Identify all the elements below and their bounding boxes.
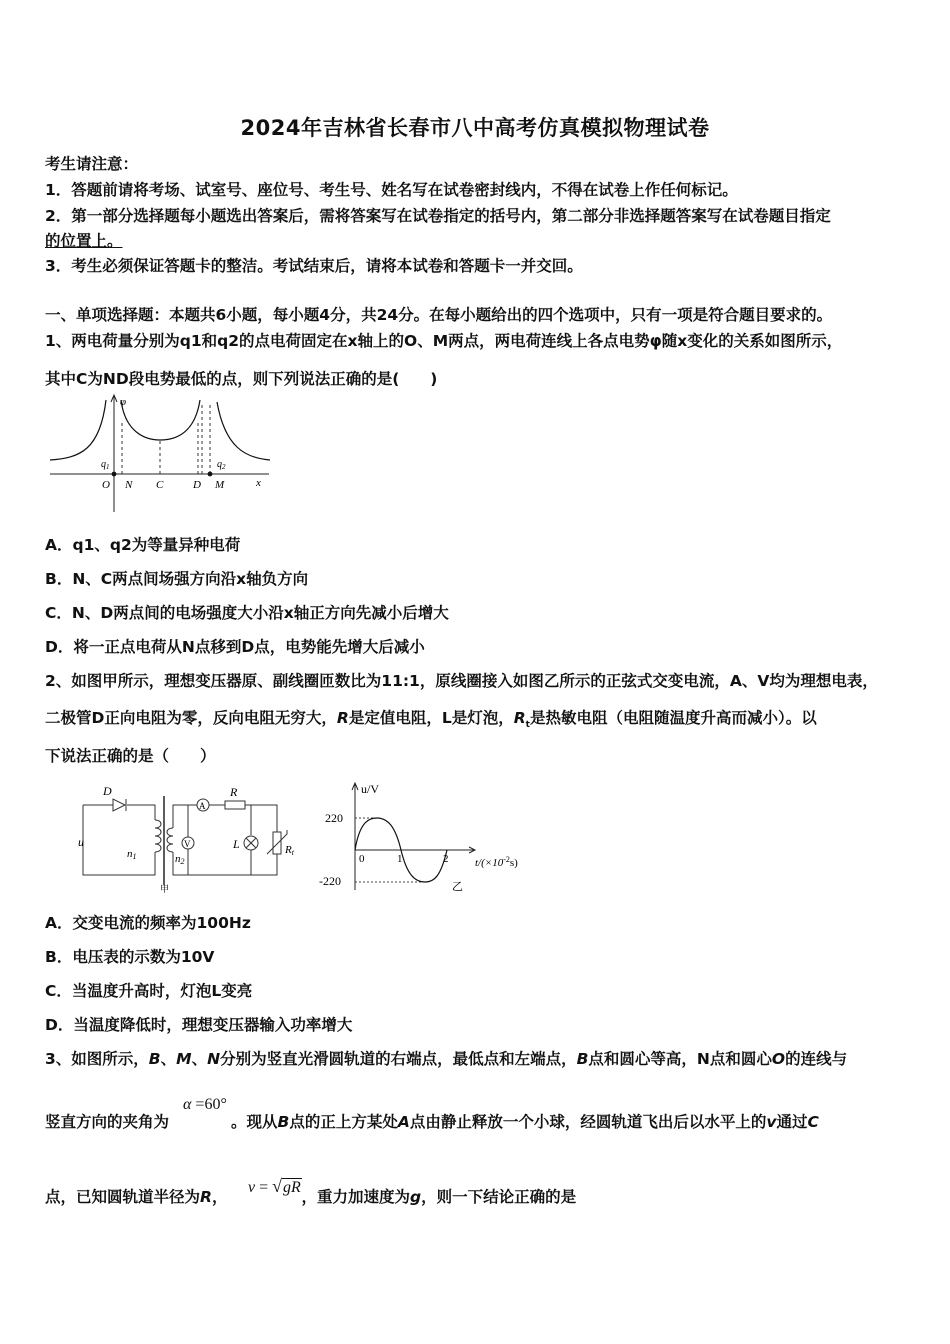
section-heading: 一、单项选择题：本题共6小题，每小题4分，共24分。在每小题给出的四个选项中，只有一项是符合题目要求的。	[45, 306, 833, 324]
q1-stem-line1: 1、两电荷量分别为q1和q2的点电荷固定在x轴上的O、M两点，两电荷连线上各点电势φ随x变化的关系如图所示，	[45, 332, 843, 350]
point-D: D	[193, 479, 201, 491]
q1-option-c[interactable]: C．N、D两点间的电场强度大小沿x轴正方向先减小后增大	[45, 604, 449, 622]
figure-jia-label: 甲	[160, 884, 170, 894]
notice-item-1: 1．答题前请将考场、试室号、座位号、考生号、姓名写在试卷密封线内，不得在试卷上作任何标记。	[45, 181, 738, 199]
notice-item-2: 2．第一部分选择题每小题选出答案后，需将答案写在试卷指定的括号内，第二部分非选择题答案写在试卷题目指定	[45, 207, 831, 225]
q1-option-b[interactable]: B．N、C两点间场强方向沿x轴负方向	[45, 570, 309, 588]
t2-label: 2	[443, 853, 449, 865]
figure-yi-label: 乙	[452, 881, 463, 893]
x-axis-label: x	[256, 477, 261, 489]
graph-ymin: -220	[319, 874, 341, 888]
page-title: 2024年吉林省长春市八中高考仿真模拟物理试卷	[240, 116, 710, 140]
notice-item-3: 3．考生必须保证答题卡的整洁。考试结束后，请将本试卷和答题卡一并交回。	[45, 257, 583, 275]
graph-x-label: $t/(\times 10^{-2}s)$	[475, 855, 518, 869]
q2-option-a[interactable]: A．交变电流的频率为100Hz	[45, 914, 251, 932]
thermistor-label: Rt	[285, 844, 294, 857]
q2-stem-line1: 2、如图甲所示，理想变压器原、副线圈匝数比为11:1，原线圈接入如图乙所示的正弦式交变电流，A、V均为理想电表，	[45, 672, 878, 690]
n2-label: n2	[175, 853, 185, 866]
source-u-label: u	[78, 835, 84, 849]
notice-item-2-cont	[45, 229, 123, 251]
q2-stem-line2: 二极管D正向电阻为零，反向电阻无穷大，R是定值电阻，L是灯泡，$R_t$是热敏电阻（电阻随温度升高而减小）。以	[45, 709, 817, 731]
curve-right	[217, 402, 270, 460]
q1-charge-label: $q_1$	[101, 459, 110, 471]
point-O: O	[102, 479, 110, 491]
q2-charge-dot	[208, 472, 213, 477]
phi-label: φ	[120, 396, 127, 408]
q2-option-d[interactable]: D．当温度降低时，理想变压器输入功率增大	[45, 1016, 353, 1034]
q2-option-c[interactable]: C．当温度升高时，灯泡L变亮	[45, 982, 253, 1000]
q3-stem-line1: 3、如图所示，B、M、N分别为竖直光滑圆轨道的右端点，最低点和左端点，B点和圆心等高，N点和圆心O的连线与	[45, 1050, 848, 1068]
q2-option-b[interactable]: B．电压表的示数为10V	[45, 948, 215, 966]
q3-stem-line3: 点，已知圆轨道半径为R， ，重力加速度为g，则一下结论正确的是	[45, 1188, 577, 1206]
point-N: N	[125, 479, 133, 491]
t0-label: 0	[359, 853, 365, 865]
graph-ymax: 220	[325, 811, 343, 825]
velocity-formula: v = √gR	[248, 1176, 301, 1196]
q1-option-d[interactable]: D．将一正点电荷从N点移到D点，电势能先增大后减小	[45, 638, 425, 656]
voltmeter-label: V	[184, 839, 191, 849]
ammeter-label: A	[199, 801, 206, 811]
point-M: M	[215, 479, 225, 491]
q1-potential-graph	[45, 392, 280, 517]
n1-label: n1	[127, 848, 137, 861]
t1-label: 1	[397, 853, 403, 865]
graph-y-label: u/V	[361, 782, 379, 796]
q2-voltage-graph	[315, 780, 545, 895]
q1-charge-dot	[112, 472, 117, 477]
notice-heading: 考生请注意：	[45, 155, 139, 173]
q2-charge-label: $q_2$	[217, 459, 226, 471]
lamp-L-label: L	[233, 837, 240, 851]
q3-stem-line2: 竖直方向的夹角为 。现从B点的正上方某处A点由静止释放一个小球，经圆轨道飞出后以水平上的v通过C	[45, 1113, 819, 1131]
curve-middle	[121, 400, 200, 440]
q2-circuit-diagram	[75, 780, 305, 895]
resistor-R-label: R	[230, 785, 238, 799]
q1-stem-line2: 其中C为ND段电势最低的点，则下列说法正确的是( )	[45, 370, 438, 388]
q1-option-a[interactable]: A．q1、q2为等量异种电荷	[45, 536, 241, 554]
point-C: C	[156, 479, 164, 491]
diode-label: D	[103, 784, 112, 798]
alpha-formula: α =60°	[183, 1096, 227, 1113]
curve-left	[50, 400, 106, 460]
q2-stem-line3: 下说法正确的是（ ）	[45, 747, 216, 765]
notice-item-2-underlined: 的位置上。	[45, 232, 123, 250]
